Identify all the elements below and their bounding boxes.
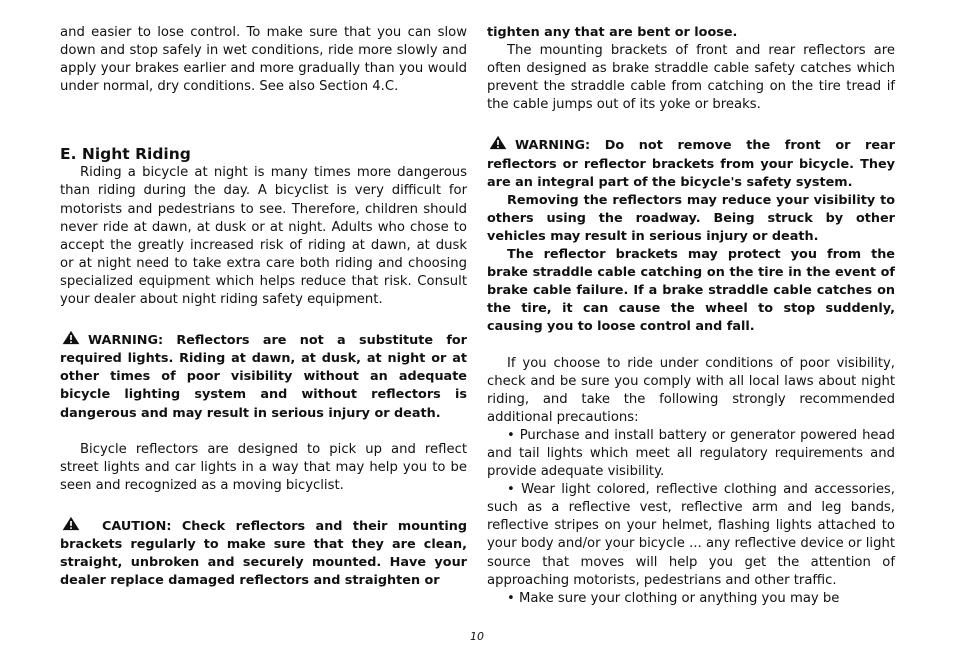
- reflectors-warning-text: WARNING: Reflectors are not a substitute for required lights. Riding at dawn, at dusk, at night or at other times of poor visibility without an adequate bicycle lighting system and without reflectors is dangerous and may result in serious injury or death.: [60, 333, 467, 421]
- warning-triangle-icon: [60, 330, 82, 345]
- night-riding-paragraph: Riding a bicycle at night is many times more dangerous than riding during the day. A bicyclist is very difficult for motorists and pedestrians to see. Therefore, children should never ride at dawn, at dusk or at night. Adults who chose to accept the greatly increased risk of riding at dawn, at dusk or at night need to take extra care both riding and choosing specialized equipment which helps reduce that risk. Consult your dealer about night riding safety equipment.: [60, 165, 467, 308]
- reflector-removal-warning: [487, 135, 895, 191]
- right-column: [487, 24, 895, 608]
- clothing-check-bullet: • Make sure your clothing or anything you may be: [507, 590, 840, 606]
- brake-cable-warning-paragraph: The reflector brackets may protect you from the brake straddle cable catching on the tire in the event of brake cable failure. If a brake straddle cable catches on the tire, it can cause the wheel to stop suddenly, causing you to loose control and fall.: [487, 247, 895, 335]
- night-riding-heading: E. Night Riding: [60, 145, 191, 164]
- clothing-bullet: • Wear light colored, reflective clothing and accessories, such as a reflective vest, reflective arm and leg bands, reflective stripes on your helmet, flashing lights attached to your body and/or your bicycle ... any reflective device or light source that moves will help you get the attention of approaching motorists, pedestrians and other traffic.: [487, 482, 895, 588]
- reflectors-paragraph: Bicycle reflectors are designed to pick up and reflect street lights and car lights in a way that may help you to be seen and recognized as a moving bicyclist.: [60, 441, 467, 493]
- reflectors-caution-text: CAUTION: Check reflectors and their mounting brackets regularly to make sure that they are clean, straight, unbroken and securely mounted. Have your dealer replace damaged reflectors and straighten or: [60, 518, 467, 589]
- left-column: [60, 24, 467, 590]
- warning-triangle-icon: [60, 516, 82, 531]
- caution-continued: tighten any that are bent or loose.: [487, 25, 738, 40]
- reflector-removal-warning-text: WARNING: Do not remove the front or rear reflectors or reflector brackets from your bicycle. They are an integral part of the bicycle's safety system.: [487, 138, 895, 190]
- reflectors-warning: [60, 330, 467, 422]
- page-number: 10: [470, 630, 484, 643]
- mounting-brackets-paragraph: The mounting brackets of front and rear reflectors are often designed as brake straddle cable safety catches which prevent the straddle cable from catching on the tire tread if the cable jumps out of its yoke or breaks.: [487, 43, 895, 113]
- lights-bullet: • Purchase and install battery or generator powered head and tail lights which meet all regulatory requirements and provide adequate visibility.: [487, 427, 895, 480]
- visibility-warning-paragraph: Removing the reflectors may reduce your visibility to others using the roadway. Being struck by other vehicles may result in serious injury or death.: [487, 192, 895, 244]
- reflectors-caution: [60, 516, 467, 590]
- poor-visibility-paragraph: If you choose to ride under conditions of poor visibility, check and be sure you comply with all local laws about night riding, and take the following strongly recommended additional precautions:: [487, 355, 895, 425]
- warning-triangle-icon: [487, 135, 509, 150]
- wet-conditions-paragraph: and easier to lose control. To make sure that you can slow down and stop safely in wet conditions, ride more slowly and apply your brakes earlier and more gradually than you would under normal, dry conditions. See also Section 4.C.: [60, 25, 467, 95]
